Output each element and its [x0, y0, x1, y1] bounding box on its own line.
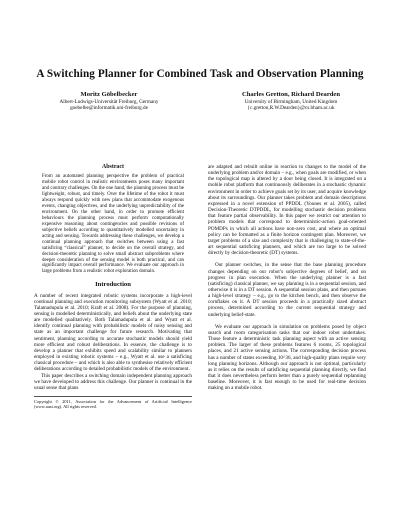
- abstract-text: [34, 174, 192, 275]
- left-column: [34, 164, 192, 409]
- author-name: Charles Gretton, Richard Dearden: [241, 91, 341, 98]
- author-1: [34, 91, 184, 112]
- abstract-heading: Abstract: [102, 164, 124, 170]
- author-2: [216, 91, 366, 112]
- paragraph: This paper describes a switching domain independent planning approach we have developed to address this challenge. Our planner is continual in the usual sense that plans: [34, 372, 192, 391]
- paper-title: A Switching Planner for Combined Task and Observation Planning: [36, 68, 364, 80]
- author-email: {c.gretton,R.W.Dearden}@cs.bham.ac.uk: [247, 105, 335, 112]
- body-columns: [34, 164, 366, 409]
- abstract-paragraph: From an automated planning perspective the problem of practical mobile robot control in realistic environments poses many important and contrary challenges. On the one hand, the planning process must be lightweight, robust, and timely. Over the lifetime of the robot it must always respond quickly with new plans that accommodate exogenous events, changing objectives, and the underlying unpredictability of the environment. On the other hand, in order to promote efficient behaviours the planning process must perform computationally expensive reasoning about contingencies and possible revisions of subjective beliefs according to quantitatively modelled uncertainty in acting and sensing. Towards addressing these challenges, we develop a continual planning approach that switches between using a fast satisficing “classical” planner, to decide on the overall strategy, and decision-theoretic planning to solve small abstract subproblems where deeper consideration of the sensing model is both practical, and can significantly impact overall performance. We evaluate our approach in large problems from a realistic robot exploration domain.: [42, 174, 184, 275]
- author-name: Moritz Göbelbecker: [80, 91, 138, 98]
- author-email: goebelbe@informatik.uni-freiburg.de: [70, 105, 148, 112]
- author-block: [34, 91, 366, 112]
- paragraph: Our planner switches, in the sense that the base planning procedure changes depending on our robot’s subjective degrees of belief, and on progress in plan execution. When the underlying planner is a fast (satisficing) classical planner, we say planning is in a sequential session, and otherwise it is in a DT session. A sequential session plans, and then pursues a high-level strategy – e.g., go to the kitchen bench, and then observe the cornflakes on it. A DT session proceeds in a practically sized abstract process, determined according to the current sequential strategy and underlying belief-state.: [208, 262, 366, 318]
- copyright-footnote: Copyright © 2011, Association for the Advancement of Artificial Intelligence (www.aaai.org). All rights reserved.: [34, 396, 192, 409]
- author-affiliation: University of Birmingham, United Kingdom: [244, 99, 338, 105]
- paragraph: We evaluate our approach in simulation on problems posed by object search and room categorisation tasks that our indoor robot undertakes. Those feature a deterministic task planning aspect with an active sensing problem. The larger of these problems features 6 rooms, 25 topological places, and 21 active sensing actions. The corresponding decision process has a number of states exceeding 10^36, and high-quality plans require very long planning horizons. Although our approach is not optimal, particularly as it relies on the results of satisficing sequential planning directly, we find that it does nevertheless perform better than a purely sequential replanning baseline. Moreover, it is fast enough to be used for real-time decision making on a mobile robot.: [208, 323, 366, 392]
- author-affiliation: Albert-Ludwigs-Universität Freiburg, Germany: [59, 99, 159, 105]
- right-column: [208, 164, 366, 409]
- paragraph: are adapted and rebuilt online in reaction to changes to the model of the underlying problem and/or domain – e.g., when goals are modified, or when the topological map is altered by a door being closed. It is integrated on a mobile robot platform that continuously deliberates in a stochastic dynamic environment in order to achieve goals set by its user, and acquire knowledge about its surroundings. Our planner takes problem and domain descriptions expressed in a novel extension of PPDDL (Younes et al. 2005), called Decision-Theoretic DTPDDL, for modelling stochastic decision problems that feature partial observability. In this paper we restrict our attention to problem models that correspond to deterministic-action goal-oriented POMDPs in which all actions have non-zero cost, and where an optimal policy can be formatted as a finite horizon contingent plan. Moreover, we target problems of a size and complexity that is challenging to state-of-the-art sequential satisficing planners, and which are too large to be solved directly by decision-theoretic (DT) systems.: [208, 164, 366, 257]
- introduction-heading: Introduction: [95, 281, 131, 289]
- paragraph: A number of recent integrated robotic systems incorporate a high-level continual planning and execution monitoring subsystem (Wyatt et al. 2010; Talamadupula et al. 2010; Kraft et al. 2008). For the purpose of planning, sensing is modelled deterministically, and beliefs about the underlying state are modelled qualitatively. Both Talamadupula et al. and Wyatt et al. identify continual planning with probabilistic models of noisy sensing and state as an important challenge for future research. Motivating that sentiment, planning according to accurate stochastic models should yield more efficient and robust deliberations. In essence, the challenge is to develop a planner that exhibits speed and scalability similar to planners employed in existing robotic systems – e.g., Wyatt et al. use a satisficing classical procedure – and which is also able to synthesise relatively efficient deliberations according to detailed probabilistic models of the environment.: [34, 292, 192, 373]
